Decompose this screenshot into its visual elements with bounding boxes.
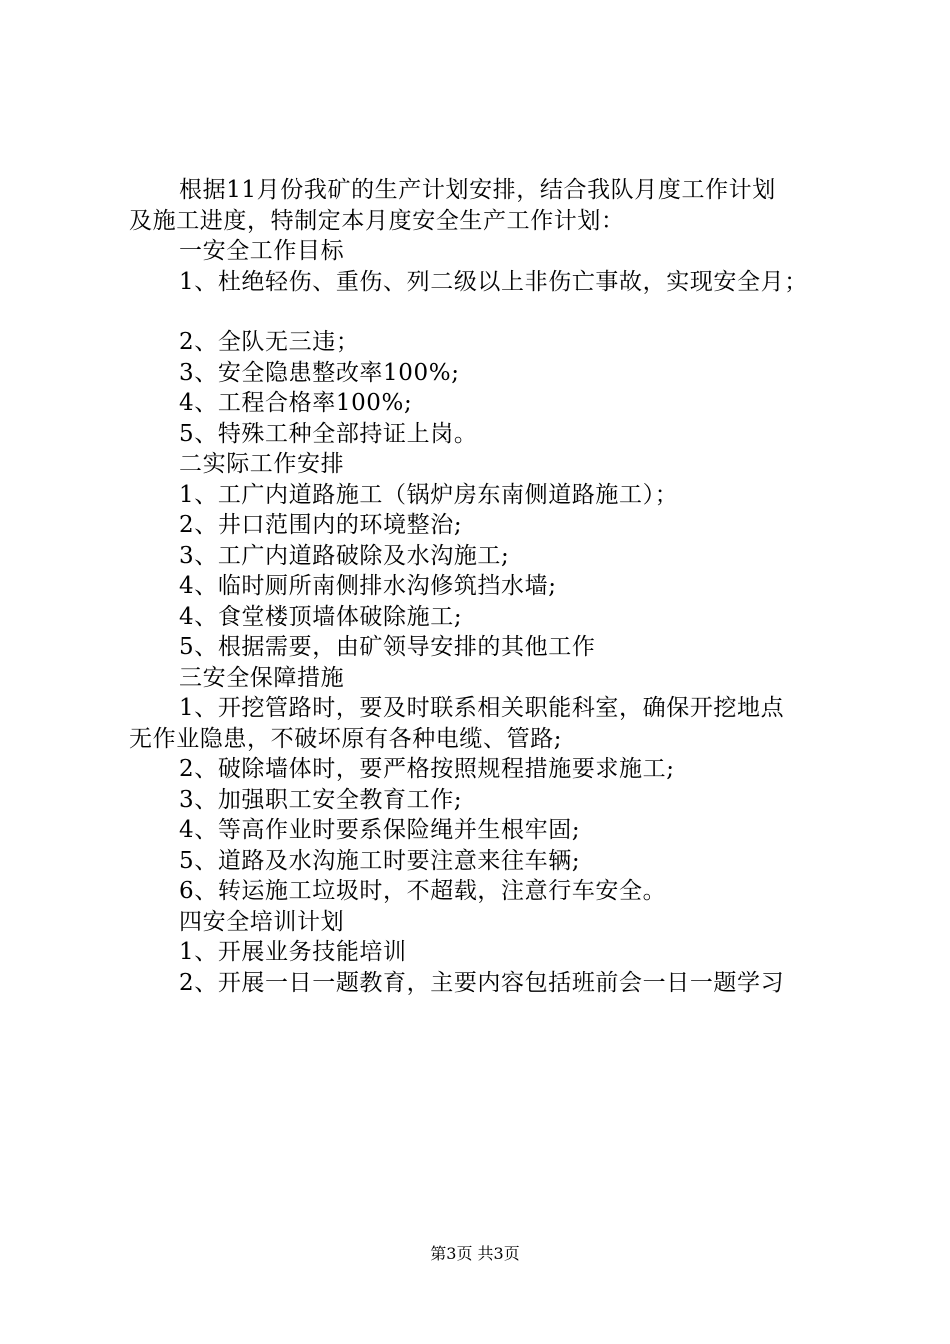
text-line: 3、安全隐患整改率100%; [179, 359, 460, 386]
text-line: 4、工程合格率100%; [179, 390, 413, 416]
text-line: 1、工广内道路施工（锅炉房东南侧道路施工）； [179, 481, 679, 508]
document-body [129, 175, 834, 998]
text-line: 一安全工作目标 [179, 238, 345, 264]
text-line: 6、转运施工垃圾时，不超载，注意行车安全。 [179, 878, 667, 904]
text-line: 4、等高作业时要系保险绳并生根牢固; [179, 817, 581, 843]
text-line: 四安全培训计划 [179, 908, 345, 935]
text-line: 2、开展一日一题教育，主要内容包括班前会一日一题学习 [179, 969, 785, 996]
text-line: 无作业隐患，不破坏原有各种电缆、管路; [129, 725, 563, 752]
text-line: 5、根据需要，由矿领导安排的其他工作 [179, 634, 596, 660]
text-line: 根据11月份我矿的生产计划安排，结合我队月度工作计划 [179, 177, 776, 203]
text-line: 1、开展业务技能培训 [179, 939, 407, 965]
text-line: 2、破除墙体时，要严格按照规程措施要求施工; [179, 756, 675, 782]
text-line: 2、全队无三违； [179, 329, 360, 355]
text-line: 3、加强职工安全教育工作; [179, 786, 463, 813]
text-line: 1、杜绝轻伤、重伤、列二级以上非伤亡事故，实现安全月； [179, 268, 808, 295]
text-line: 2、井口范围内的环境整治; [179, 512, 463, 538]
page-footer: 第3页 共3页 [430, 1244, 520, 1263]
text-line: 三安全保障措施 [179, 664, 345, 691]
text-line: 5、道路及水沟施工时要注意来往车辆; [179, 847, 581, 874]
text-line: 二实际工作安排 [179, 451, 345, 477]
blank-line [129, 297, 834, 327]
text-line: 3、工广内道路破除及水沟施工; [179, 542, 510, 569]
text-line: 及施工进度，特制定本月度安全生产工作计划： [129, 207, 625, 234]
text-line: 1、开挖管路时，要及时联系相关职能科室，确保开挖地点 [179, 695, 785, 721]
text-line: 5、特殊工种全部持证上岗。 [179, 420, 478, 447]
text-line: 4、临时厕所南侧排水沟修筑挡水墙; [179, 573, 557, 599]
text-line: 4、食堂楼顶墙体破除施工; [179, 603, 463, 630]
